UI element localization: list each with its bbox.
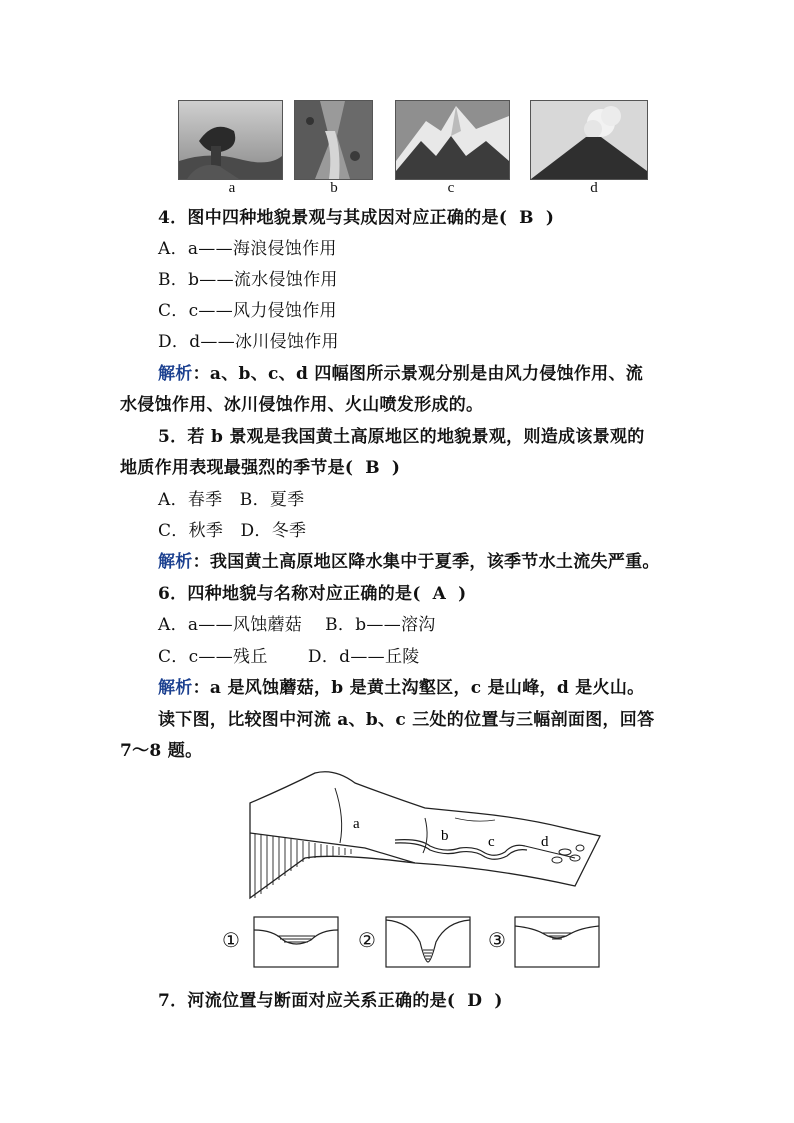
q4-option-c: C．c——风力侵蚀作用 (158, 301, 337, 321)
q6-options-line1: A．a——风蚀蘑菇 B．b——溶沟 (158, 615, 436, 635)
q6-stem: 6．四种地貌与名称对应正确的是( A ) (158, 584, 467, 604)
q5-analysis: 解析：我国黄土高原地区降水集中于夏季，该季节水土流失严重。 (158, 552, 660, 572)
q4-analysis-cont: 水侵蚀作用、冰川侵蚀作用、火山喷发形成的。 (120, 395, 484, 415)
intro-line1: 读下图，比较图中河流 a、b、c 三处的位置与三幅剖面图，回答 (158, 710, 655, 730)
q4-answer: B (519, 208, 534, 228)
q6-analysis: 解析：a 是风蚀蘑菇，b 是黄土沟壑区，c 是山峰，d 是火山。 (158, 678, 645, 698)
q6-answer: A (432, 584, 447, 604)
q5-options-line1: A．春季 B．夏季 (158, 490, 305, 510)
q4-option-a: A．a——海浪侵蚀作用 (158, 239, 337, 259)
river-block-diagram (245, 768, 605, 903)
section-label-2: ② (358, 928, 376, 952)
q6-options-line2: C．c——残丘 D．d——丘陵 (158, 647, 420, 667)
q5-options-line2: C．秋季 D．冬季 (158, 521, 307, 541)
section-label-3: ③ (488, 928, 506, 952)
q7-stem: 7．河流位置与断面对应关系正确的是( D ) (158, 991, 503, 1011)
diagram-label-d: d (541, 834, 549, 850)
q4-option-d: D．d——冰川侵蚀作用 (158, 332, 339, 352)
photo-label-c: c (447, 180, 455, 196)
photo-a-mushroom-rock (178, 100, 283, 180)
photo-label-b: b (330, 180, 338, 196)
diagram-label-c: c (488, 834, 495, 850)
q5-stem-line1: 5．若 b 景观是我国黄土高原地区的地貌景观，则造成该景观的 (158, 427, 645, 447)
cross-section-3 (514, 916, 600, 968)
photo-label-d: d (590, 180, 598, 196)
q5-answer: B (365, 458, 380, 478)
intro-line2: 7～8 题。 (120, 741, 203, 761)
q4-option-b: B．b——流水侵蚀作用 (158, 270, 338, 290)
q5-stem-line2: 地质作用表现最强烈的季节是( B ) (120, 458, 401, 478)
photo-c-glacier-mountain (395, 100, 510, 180)
analysis-label: 解析 (158, 678, 193, 698)
q4-analysis: 解析：a、b、c、d 四幅图所示景观分别是由风力侵蚀作用、流 (158, 364, 644, 384)
photo-b-gully (294, 100, 373, 180)
analysis-label: 解析 (158, 364, 193, 384)
photo-d-volcano (530, 100, 648, 180)
q7-answer: D (467, 991, 483, 1011)
q4-stem: 4．图中四种地貌景观与其成因对应正确的是( B ) (158, 208, 555, 228)
analysis-label: 解析 (158, 552, 193, 572)
cross-section-1 (253, 916, 339, 968)
cross-section-2 (385, 916, 471, 968)
diagram-label-b: b (441, 828, 449, 844)
diagram-label-a: a (353, 816, 360, 832)
section-label-1: ① (222, 928, 240, 952)
photo-label-a: a (228, 180, 236, 196)
